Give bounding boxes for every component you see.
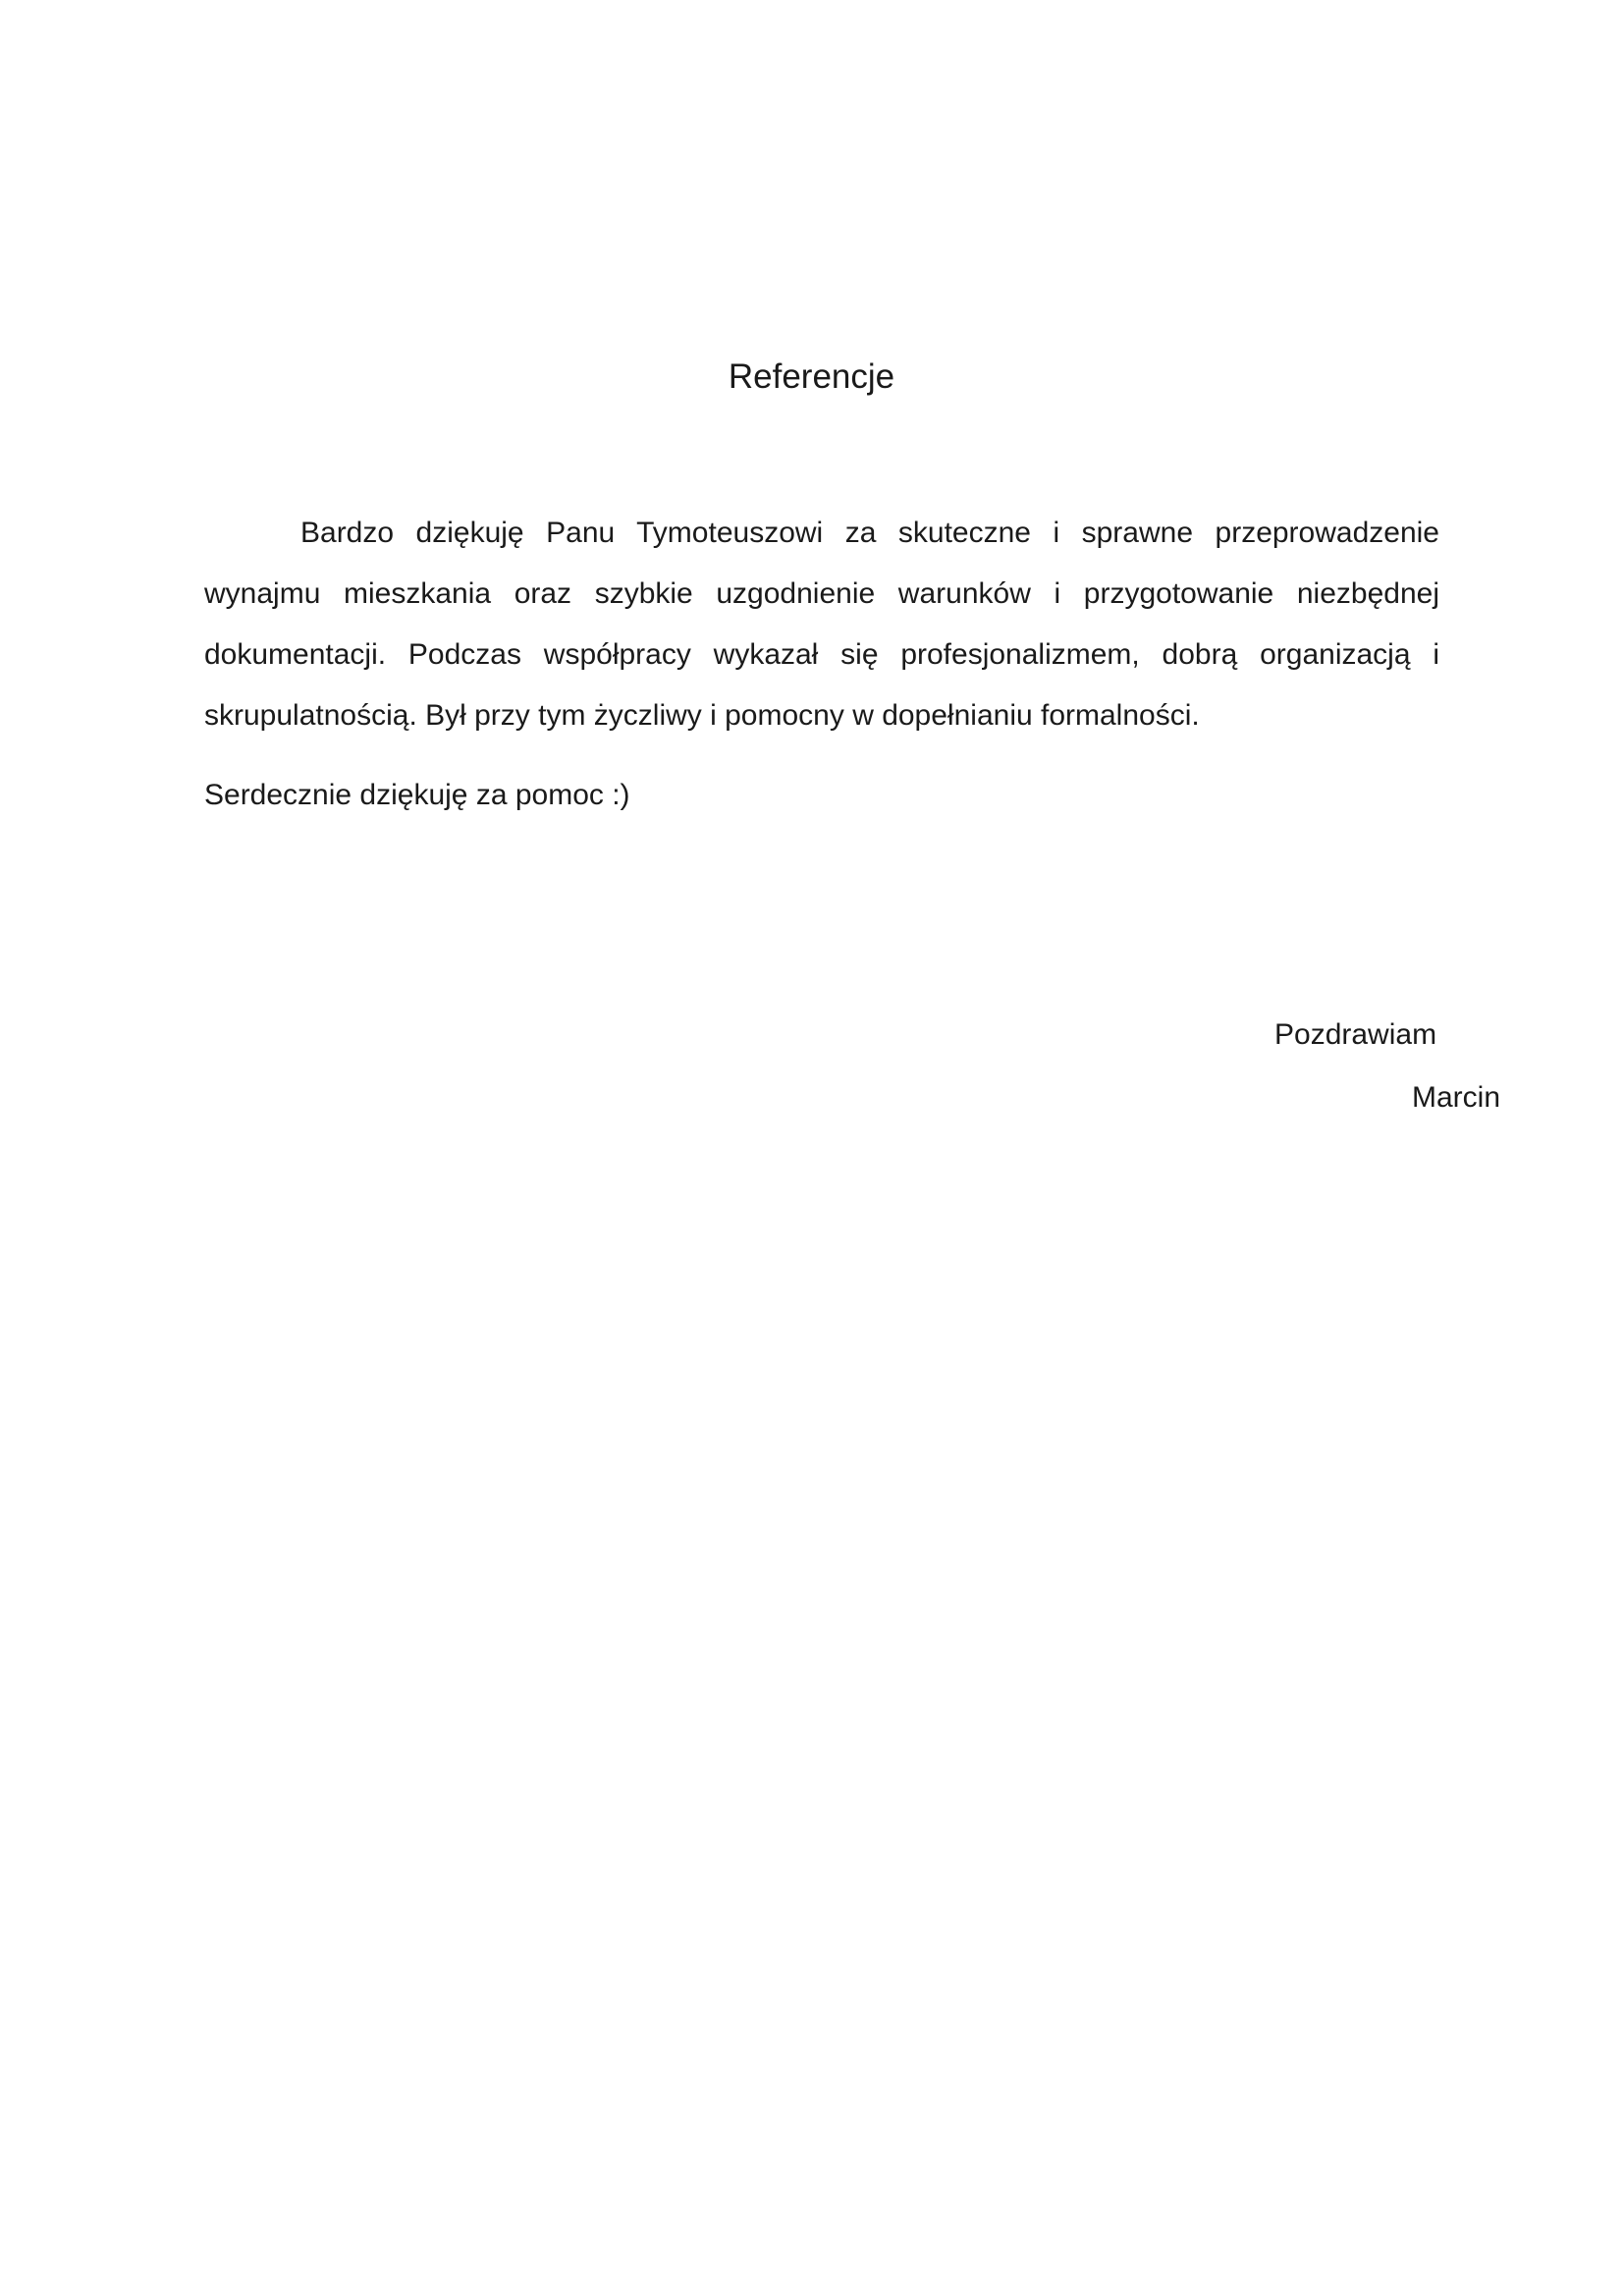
paragraph-line: Bardzo dziękuję Panu Tymoteuszowi za skuteczne i sprawne przeprowadzenie	[300, 517, 1439, 549]
reference-paragraph	[204, 503, 1439, 746]
thanks-line: Serdecznie dziękuję za pomoc :)	[204, 779, 630, 811]
paragraph-line: skrupulatnością. Był przy tym życzliwy i pomocny w dopełnianiu formalności.	[204, 699, 1200, 732]
closing-greeting: Pozdrawiam	[1274, 1018, 1437, 1051]
signature-name: Marcin	[1412, 1081, 1501, 1114]
paragraph-line: wynajmu mieszkania oraz szybkie uzgodnienie warunków i przygotowanie niezbędnej	[204, 577, 1439, 610]
paragraph-line: dokumentacji. Podczas współpracy wykazał się profesjonalizmem, dobrą organizacją i	[204, 638, 1439, 671]
document-title: Referencje	[728, 357, 895, 396]
